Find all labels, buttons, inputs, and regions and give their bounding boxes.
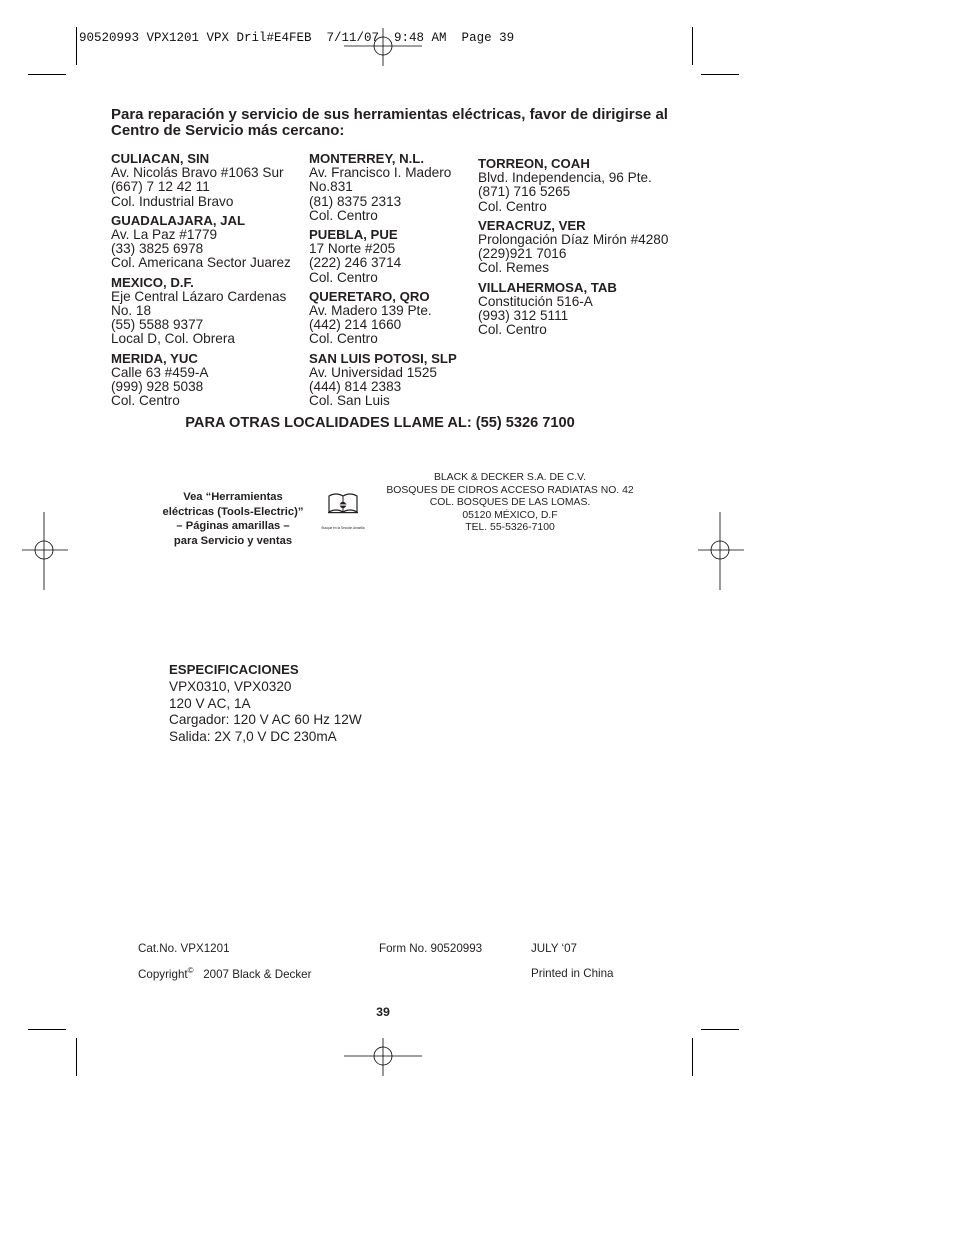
location-colonia: Col. Centro: [111, 393, 180, 409]
company-phone: TEL. 55-5326-7100: [465, 522, 555, 534]
location-colonia: Col. San Luis: [309, 393, 390, 409]
company-address: [370, 472, 650, 535]
location-queretaro: [309, 290, 457, 347]
location-address: Av. Madero 139 Pte.: [309, 303, 432, 319]
copyright-symbol: ©: [187, 966, 194, 975]
spec-input: 120 V AC, 1A: [169, 695, 251, 711]
company-street: BOSQUES DE CIDROS ACCESO RADIATAS NO. 42: [386, 484, 634, 496]
catalog-number: Cat.No. VPX1201: [138, 942, 230, 955]
location-city: TORREON, COAH: [478, 156, 590, 171]
location-address-number: No.831: [309, 179, 353, 195]
location-colonia: Col. Americana Sector Juarez: [111, 255, 291, 271]
location-culiacan: [111, 152, 291, 209]
location-colonia: Col. Centro: [309, 207, 378, 223]
page-number: [0, 1005, 954, 1019]
registration-mark-right: [698, 512, 746, 592]
location-address-number: No. 18: [111, 303, 152, 319]
other-locations-callout: [0, 415, 954, 431]
location-merida: [111, 352, 291, 409]
publication-date: JULY ‘07: [531, 942, 577, 955]
location-phone: (444) 814 2383: [309, 379, 402, 395]
location-phone: (871) 716 5265: [478, 184, 571, 200]
location-mexico-df: [111, 276, 291, 347]
yellow-pages-line: – Páginas amarillas –: [176, 520, 290, 533]
location-torreon: [478, 157, 668, 214]
location-colonia: Col. Centro: [309, 331, 378, 347]
locations-column-1: [111, 152, 291, 413]
location-address: Av. La Paz #1779: [111, 227, 218, 243]
spec-models: VPX0310, VPX0320: [169, 678, 292, 694]
printer-slug: 90520993 VPX1201 VPX Dril#E4FEB 7/11/07 9:48 AM Page 39: [79, 31, 515, 45]
registration-mark-bottom: [344, 1038, 424, 1078]
location-phone: (229)921 7016: [478, 246, 567, 262]
location-colonia: Col. Industrial Bravo: [111, 193, 234, 209]
location-address: Av. Universidad 1525: [309, 364, 437, 380]
location-phone: (222) 246 3714: [309, 255, 402, 271]
locations-column-2: [309, 152, 457, 413]
location-phone: (33) 3825 6978: [111, 241, 204, 257]
location-address: Constitución 516-A: [478, 293, 593, 309]
location-city: MERIDA, YUC: [111, 350, 198, 366]
location-city: VERACRUZ, VER: [478, 217, 586, 233]
location-city: PUEBLA, PUE: [309, 227, 398, 243]
yellow-pages-line: eléctricas (Tools-Electric)”: [162, 505, 304, 518]
form-number: Form No. 90520993: [379, 942, 483, 955]
copyright-rest: 2007 Black & Decker: [203, 967, 312, 981]
copyright-prefix: Copyright: [138, 967, 188, 981]
location-phone: (999) 928 5038: [111, 379, 204, 395]
location-address: Eje Central Lázaro Cardenas: [111, 288, 287, 304]
spec-output: Salida: 2X 7,0 V DC 230mA: [169, 729, 337, 745]
location-city: QUERETARO, QRO: [309, 288, 430, 304]
location-colonia: Col. Centro: [478, 198, 547, 214]
location-colonia: Col. Centro: [478, 322, 547, 338]
yellow-pages-line: para Servicio y ventas: [173, 534, 293, 547]
location-address: Prolongación Díaz Mirón #4280: [478, 232, 669, 248]
location-veracruz: [478, 219, 668, 276]
location-phone: (993) 312 5111: [478, 308, 569, 324]
location-colonia: Local D, Col. Obrera: [111, 331, 235, 347]
page-number-text: 39: [376, 1005, 390, 1019]
location-san-luis-potosi: [309, 352, 457, 409]
service-heading: Para reparación y servicio de sus herramientas eléctricas, favor de dirigirse al Centro de Servicio más cercano:: [111, 106, 668, 139]
location-colonia: Col. Remes: [478, 260, 550, 276]
location-phone: (81) 8375 2313: [309, 193, 402, 209]
location-address: 17 Norte #205: [309, 241, 396, 257]
spec-charger: Cargador: 120 V AC 60 Hz 12W: [169, 712, 362, 728]
location-phone: (667) 7 12 42 11: [111, 179, 210, 195]
company-colonia: COL. BOSQUES DE LAS LOMAS.: [429, 497, 591, 509]
location-puebla: [309, 228, 457, 285]
yellow-pages-line: Vea “Herramientas: [183, 491, 283, 503]
specifications-title: ESPECIFICACIONES: [169, 662, 299, 677]
location-address: Av. Francisco I. Madero: [309, 165, 452, 181]
specifications: [169, 662, 362, 746]
company-name: BLACK & DECKER S.A. DE C.V.: [433, 472, 587, 483]
registration-mark-left: [22, 512, 70, 592]
yellow-pages-logo-text: Busque en la Sección Amarilla: [321, 526, 365, 530]
locations-column-3: [478, 157, 668, 342]
location-villahermosa: [478, 281, 668, 338]
location-city: VILLAHERMOSA, TAB: [478, 279, 617, 295]
copyright: [138, 966, 311, 981]
location-city: SAN LUIS POTOSI, SLP: [309, 350, 457, 366]
location-address: Blvd. Independencia, 96 Pte.: [478, 170, 652, 186]
printed-in: Printed in China: [531, 967, 614, 980]
location-address: Calle 63 #459-A: [111, 364, 209, 380]
company-city: 05120 MÉXICO, D.F: [462, 509, 558, 521]
yellow-pages-note: [150, 490, 316, 548]
location-city: MEXICO, D.F.: [111, 274, 194, 290]
location-city: MONTERREY, N.L.: [309, 151, 425, 166]
location-phone: (55) 5588 9377: [111, 317, 204, 333]
location-colonia: Col. Centro: [309, 269, 378, 285]
location-address: Av. Nicolás Bravo #1063 Sur: [111, 165, 284, 181]
location-guadalajara: [111, 214, 291, 271]
location-city: GUADALAJARA, JAL: [111, 212, 246, 228]
registration-mark-top: [344, 28, 424, 68]
callout-text: PARA OTRAS LOCALIDADES LLAME AL: (55) 5326 7100: [185, 415, 575, 431]
yellow-pages-logo-caption: [321, 522, 365, 532]
location-monterrey: [309, 152, 457, 223]
location-city: CULIACAN, SIN: [111, 151, 210, 166]
location-phone: (442) 214 1660: [309, 317, 402, 333]
